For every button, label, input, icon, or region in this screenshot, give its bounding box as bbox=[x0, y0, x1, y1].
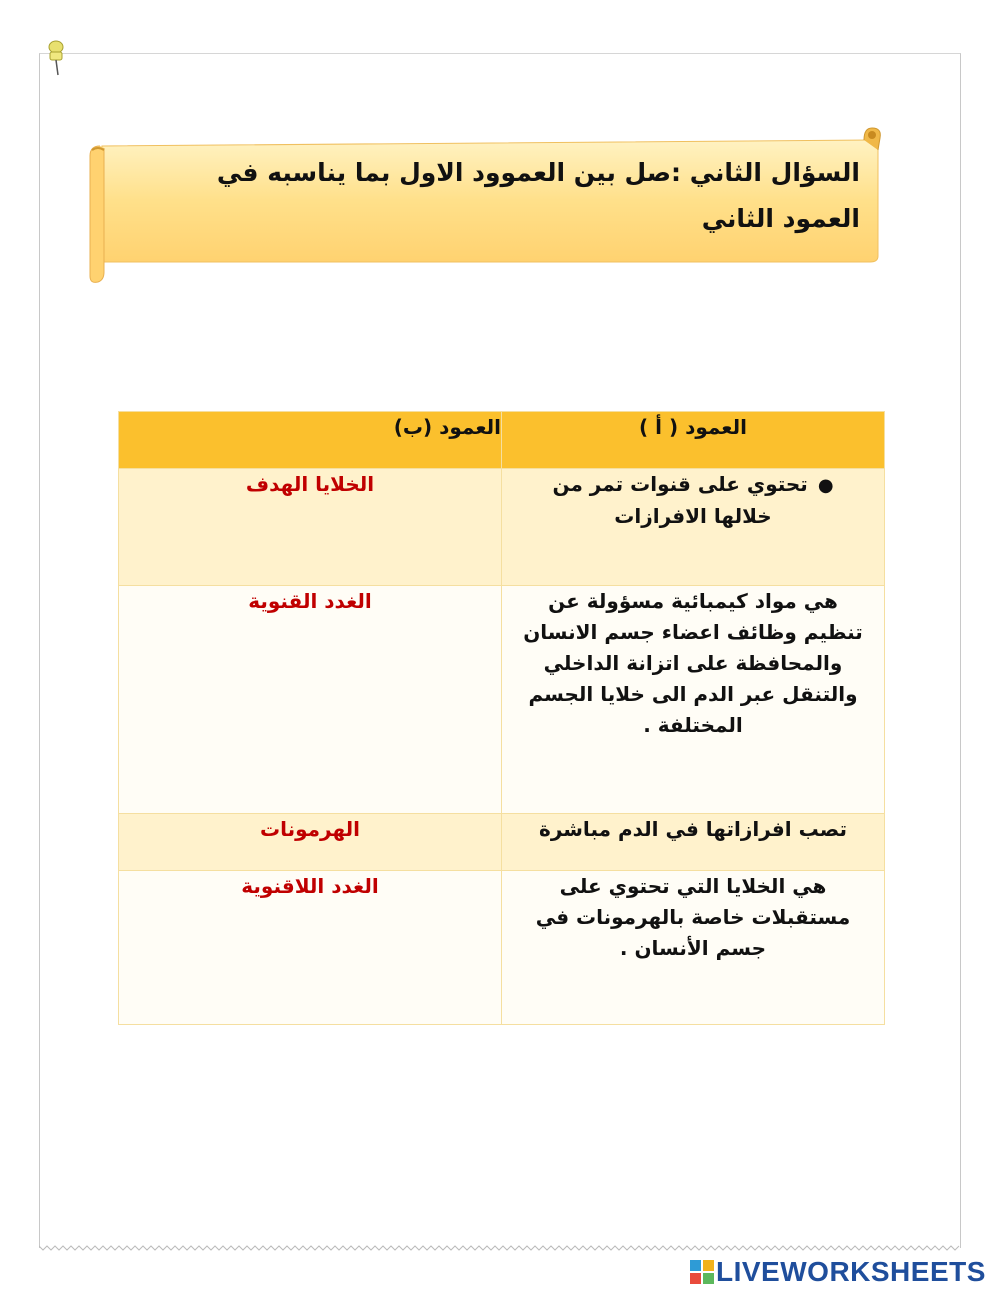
column-a-cell bbox=[502, 871, 885, 1025]
table-row bbox=[119, 871, 885, 1025]
liveworksheets-brand-text: LIVEWORKSHEETS bbox=[716, 1256, 986, 1287]
table-row bbox=[119, 469, 885, 586]
column-a-header: العمود ( أ ) bbox=[502, 412, 885, 469]
question-title bbox=[110, 150, 860, 242]
column-a-line: المختلفة . bbox=[643, 713, 743, 737]
column-b-answer[interactable]: الهرمونات bbox=[119, 814, 502, 871]
column-b-answer[interactable]: الغدد القنوية bbox=[119, 586, 502, 814]
column-b-header: العمود (ب) bbox=[119, 412, 502, 469]
table-header-row bbox=[119, 412, 885, 469]
column-a-cell bbox=[502, 814, 885, 871]
column-a-line: هي مواد كيمبائية مسؤولة عن bbox=[548, 589, 838, 613]
liveworksheets-logo[interactable] bbox=[690, 1255, 986, 1289]
question-line-2: العمود الثاني bbox=[701, 204, 860, 233]
liveworksheets-logo-icon bbox=[690, 1260, 714, 1284]
bullet-icon: ● bbox=[817, 475, 834, 496]
column-a-line: هي الخلايا التي تحتوي على bbox=[559, 874, 827, 898]
table-row bbox=[119, 586, 885, 814]
column-b-answer[interactable]: الخلايا الهدف bbox=[119, 469, 502, 586]
column-a-line: مستقبلات خاصة بالهرمونات في bbox=[535, 905, 851, 929]
page-edge-zigzag bbox=[39, 1244, 961, 1252]
column-a-line: ●تحتوي على قنوات تمر من bbox=[552, 472, 834, 496]
column-a-line: جسم الأنسان . bbox=[619, 936, 767, 960]
column-a-cell bbox=[502, 469, 885, 586]
column-a-line: والمحافظة على اتزانة الداخلي bbox=[543, 651, 843, 675]
table-row bbox=[119, 814, 885, 871]
question-line-1: السؤال الثاني :صل بين العموود الاول بما يناسبه في bbox=[216, 158, 860, 187]
column-a-line: تنظيم وظائف اعضاء جسم الانسان bbox=[523, 620, 863, 644]
column-a-cell bbox=[502, 586, 885, 814]
pushpin-icon bbox=[44, 38, 70, 78]
matching-table bbox=[118, 411, 885, 1025]
column-a-line: تصب افرازاتها في الدم مباشرة bbox=[539, 817, 847, 841]
column-a-line: والتنقل عبر الدم الى خلايا الجسم bbox=[528, 682, 858, 706]
column-b-answer[interactable]: الغدد اللاقنوية bbox=[119, 871, 502, 1025]
column-a-line: خلالها الافرازات bbox=[614, 504, 772, 528]
